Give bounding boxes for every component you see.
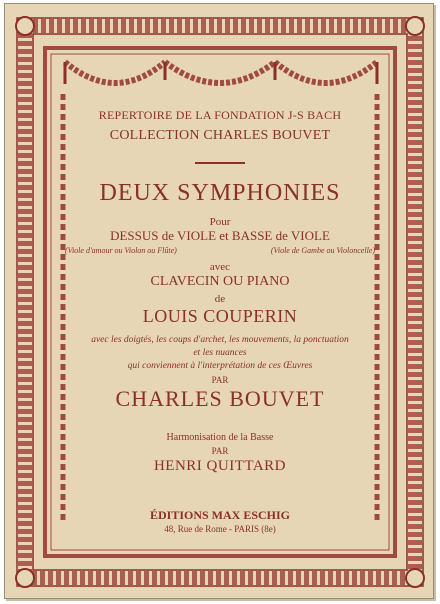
repertoire-line: REPERTOIRE DE LA FONDATION J-S BACH: [98, 108, 342, 122]
publisher-address: 48, Rue de Rome - PARIS (8e): [164, 524, 276, 534]
description-line-3: qui conviennent à l'interprétation de ces Œuvres: [127, 361, 313, 371]
score-cover: [4, 3, 434, 599]
divider-rule: [195, 162, 245, 164]
description-line-2: et les nuances: [193, 348, 247, 358]
description-line-1: avec les doigtés, les coups d'archet, les mouvements, la ponctuation: [91, 335, 349, 345]
harmonizer-name: HENRI QUITTARD: [153, 458, 287, 474]
pour-label: Pour: [209, 216, 231, 228]
instruments-line: DESSUS de VIOLE et BASSE de VIOLE: [110, 228, 330, 243]
composer-name: LOUIS COUPERIN: [142, 306, 298, 326]
title: DEUX SYMPHONIES: [99, 180, 341, 206]
par-label-2: PAR: [211, 446, 229, 456]
harmonisation-line: Harmonisation de la Basse: [166, 432, 274, 443]
clavecin-line: CLAVECIN OU PIANO: [150, 274, 290, 289]
instrument-notes: [65, 246, 375, 255]
de-label: de: [214, 293, 226, 305]
publisher-name: ÉDITIONS MAX ESCHIG: [149, 508, 291, 522]
collection-line: COLLECTION CHARLES BOUVET: [109, 128, 331, 143]
right-note: (Viole de Gambe ou Violoncelle): [270, 246, 375, 255]
left-note: (Viole d'amour ou Violon ou Flûte): [65, 246, 177, 255]
par-label-1: PAR: [211, 375, 229, 385]
avec-label: avec: [209, 261, 231, 273]
editor-name: CHARLES BOUVET: [115, 386, 325, 411]
